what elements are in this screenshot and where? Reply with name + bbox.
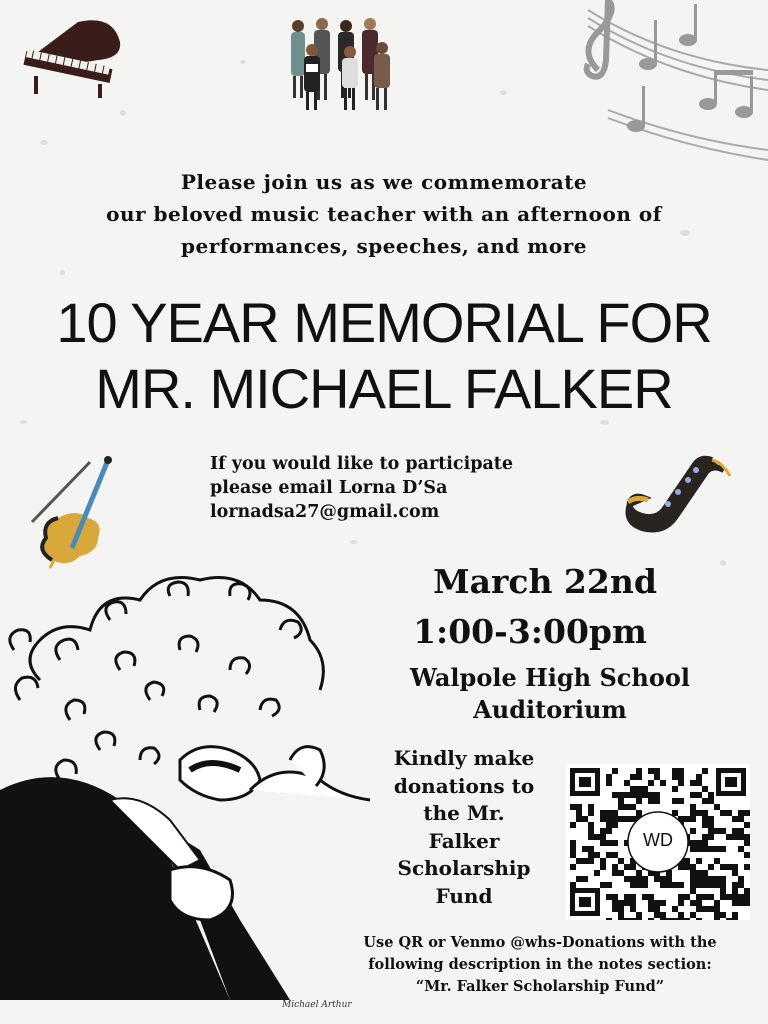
qr-module [570,804,576,810]
qr-module [726,918,732,920]
qr-module [678,768,684,774]
qr-module [696,918,702,920]
donation-line-2: donations to [393,773,535,798]
qr-module [702,816,708,822]
qr-module [714,900,720,906]
qr-module [720,882,726,888]
qr-module [606,852,612,858]
qr-module [702,882,708,888]
qr-module [702,906,708,912]
qr-module [690,876,696,882]
qr-module [654,900,660,906]
qr-module [570,864,576,870]
qr-module [660,912,666,918]
qr-module [612,816,618,822]
qr-module [606,774,612,780]
qr-module [618,816,624,822]
qr-module [690,792,696,798]
qr-module [630,792,636,798]
qr-module [702,768,708,774]
qr-module [732,816,738,822]
qr-module [624,900,630,906]
qr-module [576,876,582,882]
qr-module [636,912,642,918]
qr-module [588,804,594,810]
qr-module [744,840,750,846]
choir-icon [286,16,398,116]
qr-module [714,882,720,888]
qr-module [696,900,702,906]
qr-module [678,900,684,906]
qr-module [714,846,720,852]
qr-module [618,900,624,906]
qr-module [630,894,636,900]
event-time: 1:00-3:00pm [413,612,647,651]
qr-module [696,858,702,864]
qr-module [690,840,696,846]
qr-module [714,906,720,912]
qr-module [576,816,582,822]
qr-module [708,828,714,834]
venmo-instructions [316,932,764,998]
qr-module [708,906,714,912]
qr-module [672,810,678,816]
qr-module [678,774,684,780]
qr-module [612,906,618,912]
qr-module [702,786,708,792]
qr-module [690,828,696,834]
qr-module [720,888,726,894]
qr-module [678,864,684,870]
qr-module [702,840,708,846]
qr-module [648,792,654,798]
qr-module [732,894,738,900]
qr-module [696,792,702,798]
qr-module [684,894,690,900]
qr-module [606,816,612,822]
qr-module [696,774,702,780]
qr-module [738,882,744,888]
qr-module [738,900,744,906]
qr-module [726,810,732,816]
title-line-2: MR. MICHAEL FALKER [95,357,673,420]
qr-module [618,918,624,920]
qr-module [588,858,594,864]
donation-line-5: Scholarship [397,856,531,880]
qr-module [702,870,708,876]
qr-module [606,918,612,920]
qr-module [696,780,702,786]
qr-module [690,882,696,888]
qr-module [678,912,684,918]
qr-module [738,834,744,840]
intro-line-2: our beloved music teacher with an afternoon of [106,202,662,226]
qr-module [612,864,618,870]
qr-module [738,828,744,834]
qr-module [660,780,666,786]
qr-module [642,894,648,900]
qr-module [654,906,660,912]
qr-module [732,834,738,840]
qr-module [648,906,654,912]
qr-module [612,768,618,774]
qr-module [570,852,576,858]
qr-module [708,816,714,822]
qr-module [708,792,714,798]
qr-module [570,822,576,828]
qr-module [636,774,642,780]
qr-module [738,876,744,882]
qr-module [570,840,576,846]
qr-module [696,876,702,882]
qr-module [660,882,666,888]
qr-module [672,918,678,920]
qr-module [714,918,720,920]
qr-module [708,822,714,828]
qr-module [606,882,612,888]
qr-module [732,828,738,834]
notes-line-1: Use QR or Venmo @whs-Donations with the [363,934,717,951]
qr-module [594,834,600,840]
qr-module [672,798,678,804]
saxophone-icon [620,452,732,534]
qr-module [624,780,630,786]
event-venue [370,662,730,726]
qr-module [696,870,702,876]
qr-module [744,864,750,870]
qr-module [606,810,612,816]
donation-qr-code[interactable] [566,764,750,920]
qr-module [582,816,588,822]
qr-module [576,804,582,810]
qr-module [708,876,714,882]
qr-module [708,894,714,900]
qr-module [606,894,612,900]
qr-module [600,864,606,870]
qr-module [600,882,606,888]
qr-module [624,816,630,822]
notes-line-2: following description in the notes section: [368,956,712,973]
qr-module [696,846,702,852]
qr-module [732,912,738,918]
qr-module [744,810,750,816]
qr-module [678,798,684,804]
qr-module [648,768,654,774]
qr-module [702,846,708,852]
qr-module [612,870,618,876]
qr-module [618,906,624,912]
qr-module [648,894,654,900]
qr-module [588,810,594,816]
qr-module [600,816,606,822]
qr-module [678,882,684,888]
qr-module [618,792,624,798]
title-line-1: 10 YEAR MEMORIAL FOR [56,291,712,354]
qr-module [690,780,696,786]
qr-module [654,876,660,882]
qr-module [696,840,702,846]
qr-module [642,786,648,792]
qr-module [642,792,648,798]
qr-module [624,804,630,810]
qr-module [636,876,642,882]
qr-module [732,888,738,894]
notes-line-3: “Mr. Falker Scholarship Fund” [415,978,665,995]
qr-module [594,870,600,876]
qr-module [582,876,588,882]
qr-module [636,792,642,798]
qr-module [606,828,612,834]
qr-module [570,882,576,888]
qr-module [702,822,708,828]
qr-module [624,792,630,798]
qr-module [690,816,696,822]
participate-line-1: If you would like to participate [210,454,514,474]
qr-module [714,804,720,810]
qr-module [696,810,702,816]
qr-module [636,810,642,816]
qr-module [726,834,732,840]
qr-module [636,798,642,804]
qr-module [744,888,750,894]
qr-module [612,900,618,906]
qr-module [720,912,726,918]
qr-module [600,840,606,846]
qr-module [726,894,732,900]
qr-module [690,888,696,894]
qr-module [618,858,624,864]
qr-module [642,882,648,888]
qr-module [744,894,750,900]
qr-module [708,798,714,804]
qr-module [714,912,720,918]
qr-module [696,894,702,900]
qr-module [630,900,636,906]
qr-module [648,918,654,920]
venue-line-1: Walpole High School [410,663,690,692]
event-date: March 22nd [433,562,657,601]
qr-module [582,858,588,864]
qr-module [702,810,708,816]
qr-module [666,876,672,882]
qr-module [690,870,696,876]
qr-module [630,864,636,870]
qr-module [684,858,690,864]
qr-module [636,918,642,920]
qr-module [684,864,690,870]
qr-module [678,894,684,900]
qr-module [618,912,624,918]
qr-module [678,780,684,786]
qr-module [690,912,696,918]
qr-module [690,864,696,870]
qr-module [630,918,636,920]
qr-module [660,876,666,882]
qr-module [678,918,684,920]
qr-module [642,876,648,882]
qr-module [588,834,594,840]
qr-module [630,816,636,822]
qr-module [624,876,630,882]
qr-module [630,804,636,810]
qr-module [732,870,738,876]
qr-module [588,846,594,852]
qr-module [738,846,744,852]
qr-module [672,882,678,888]
qr-module [648,900,654,906]
qr-module [708,864,714,870]
qr-module [696,882,702,888]
qr-module [690,900,696,906]
qr-module [666,882,672,888]
qr-module [588,852,594,858]
qr-module [690,804,696,810]
qr-module [588,828,594,834]
qr-module [612,852,618,858]
qr-module [618,798,624,804]
qr-module [606,822,612,828]
qr-module [714,876,720,882]
qr-module [702,798,708,804]
intro-line-1: Please join us as we commemorate [180,170,588,194]
music-notes-icon [548,0,768,170]
artist-signature: Michael Arthur [282,1000,352,1010]
qr-module [732,864,738,870]
qr-module [708,846,714,852]
qr-module [720,864,726,870]
qr-module [654,912,660,918]
qr-module [672,768,678,774]
qr-module [720,876,726,882]
qr-module [606,780,612,786]
qr-module [654,792,660,798]
donation-line-1: Kindly make [393,746,535,770]
donation-line-6: Fund [435,883,493,908]
intro-text [0,166,768,262]
qr-module [744,852,750,858]
qr-module [672,906,678,912]
qr-module [744,900,750,906]
qr-module [630,882,636,888]
qr-module [570,846,576,852]
qr-logo-label: WD [643,830,673,850]
qr-module [702,834,708,840]
qr-module [654,774,660,780]
qr-module [732,882,738,888]
qr-module [612,792,618,798]
qr-module [600,828,606,834]
qr-module [702,894,708,900]
qr-module [744,822,750,828]
qr-module [654,798,660,804]
contact-email[interactable]: lornadsa27@gmail.com [210,502,440,522]
qr-module [720,810,726,816]
piano-icon [18,14,126,98]
qr-module [600,810,606,816]
qr-module [744,834,750,840]
qr-module [612,822,618,828]
qr-module [660,900,666,906]
qr-module [720,828,726,834]
qr-module [708,882,714,888]
qr-module [738,810,744,816]
qr-module [594,852,600,858]
qr-module [588,822,594,828]
qr-module [612,810,618,816]
donation-line-4: Falker [428,828,500,853]
qr-module [624,864,630,870]
qr-module [636,768,642,774]
qr-module [600,834,606,840]
qr-module [672,786,678,792]
participate-info [210,452,630,524]
qr-module [618,870,624,876]
qr-module [630,774,636,780]
qr-module [690,846,696,852]
qr-module [702,876,708,882]
qr-module [576,858,582,864]
qr-module [708,834,714,840]
qr-module [684,816,690,822]
qr-module [606,840,612,846]
qr-module [600,858,606,864]
qr-module [636,786,642,792]
qr-module [636,882,642,888]
qr-module [630,786,636,792]
venue-line-2: Auditorium [473,695,627,724]
qr-module [648,780,654,786]
qr-module [720,846,726,852]
donation-line-3: the Mr. [423,801,505,825]
qr-module [654,768,660,774]
qr-module [684,918,690,920]
qr-module [666,918,672,920]
qr-module [636,870,642,876]
qr-module [672,774,678,780]
qr-module [696,906,702,912]
qr-module [612,840,618,846]
qr-module [648,798,654,804]
qr-module [576,810,582,816]
qr-module [714,858,720,864]
qr-module [738,816,744,822]
qr-module [612,894,618,900]
qr-module [732,918,738,920]
qr-module [738,894,744,900]
qr-module [618,804,624,810]
qr-module [714,828,720,834]
qr-module [630,906,636,912]
donation-message [368,745,560,910]
qr-module [582,846,588,852]
page-title [0,290,768,422]
qr-module [720,894,726,900]
qr-module [690,810,696,816]
qr-module [624,894,630,900]
violin-icon [28,452,120,570]
participate-line-2: please email Lorna D’Sa [210,478,448,498]
qr-module [732,900,738,906]
qr-module [624,918,630,920]
intro-line-3: performances, speeches, and more [180,234,587,258]
qr-module [630,876,636,882]
qr-module [660,918,666,920]
qr-module [726,864,732,870]
